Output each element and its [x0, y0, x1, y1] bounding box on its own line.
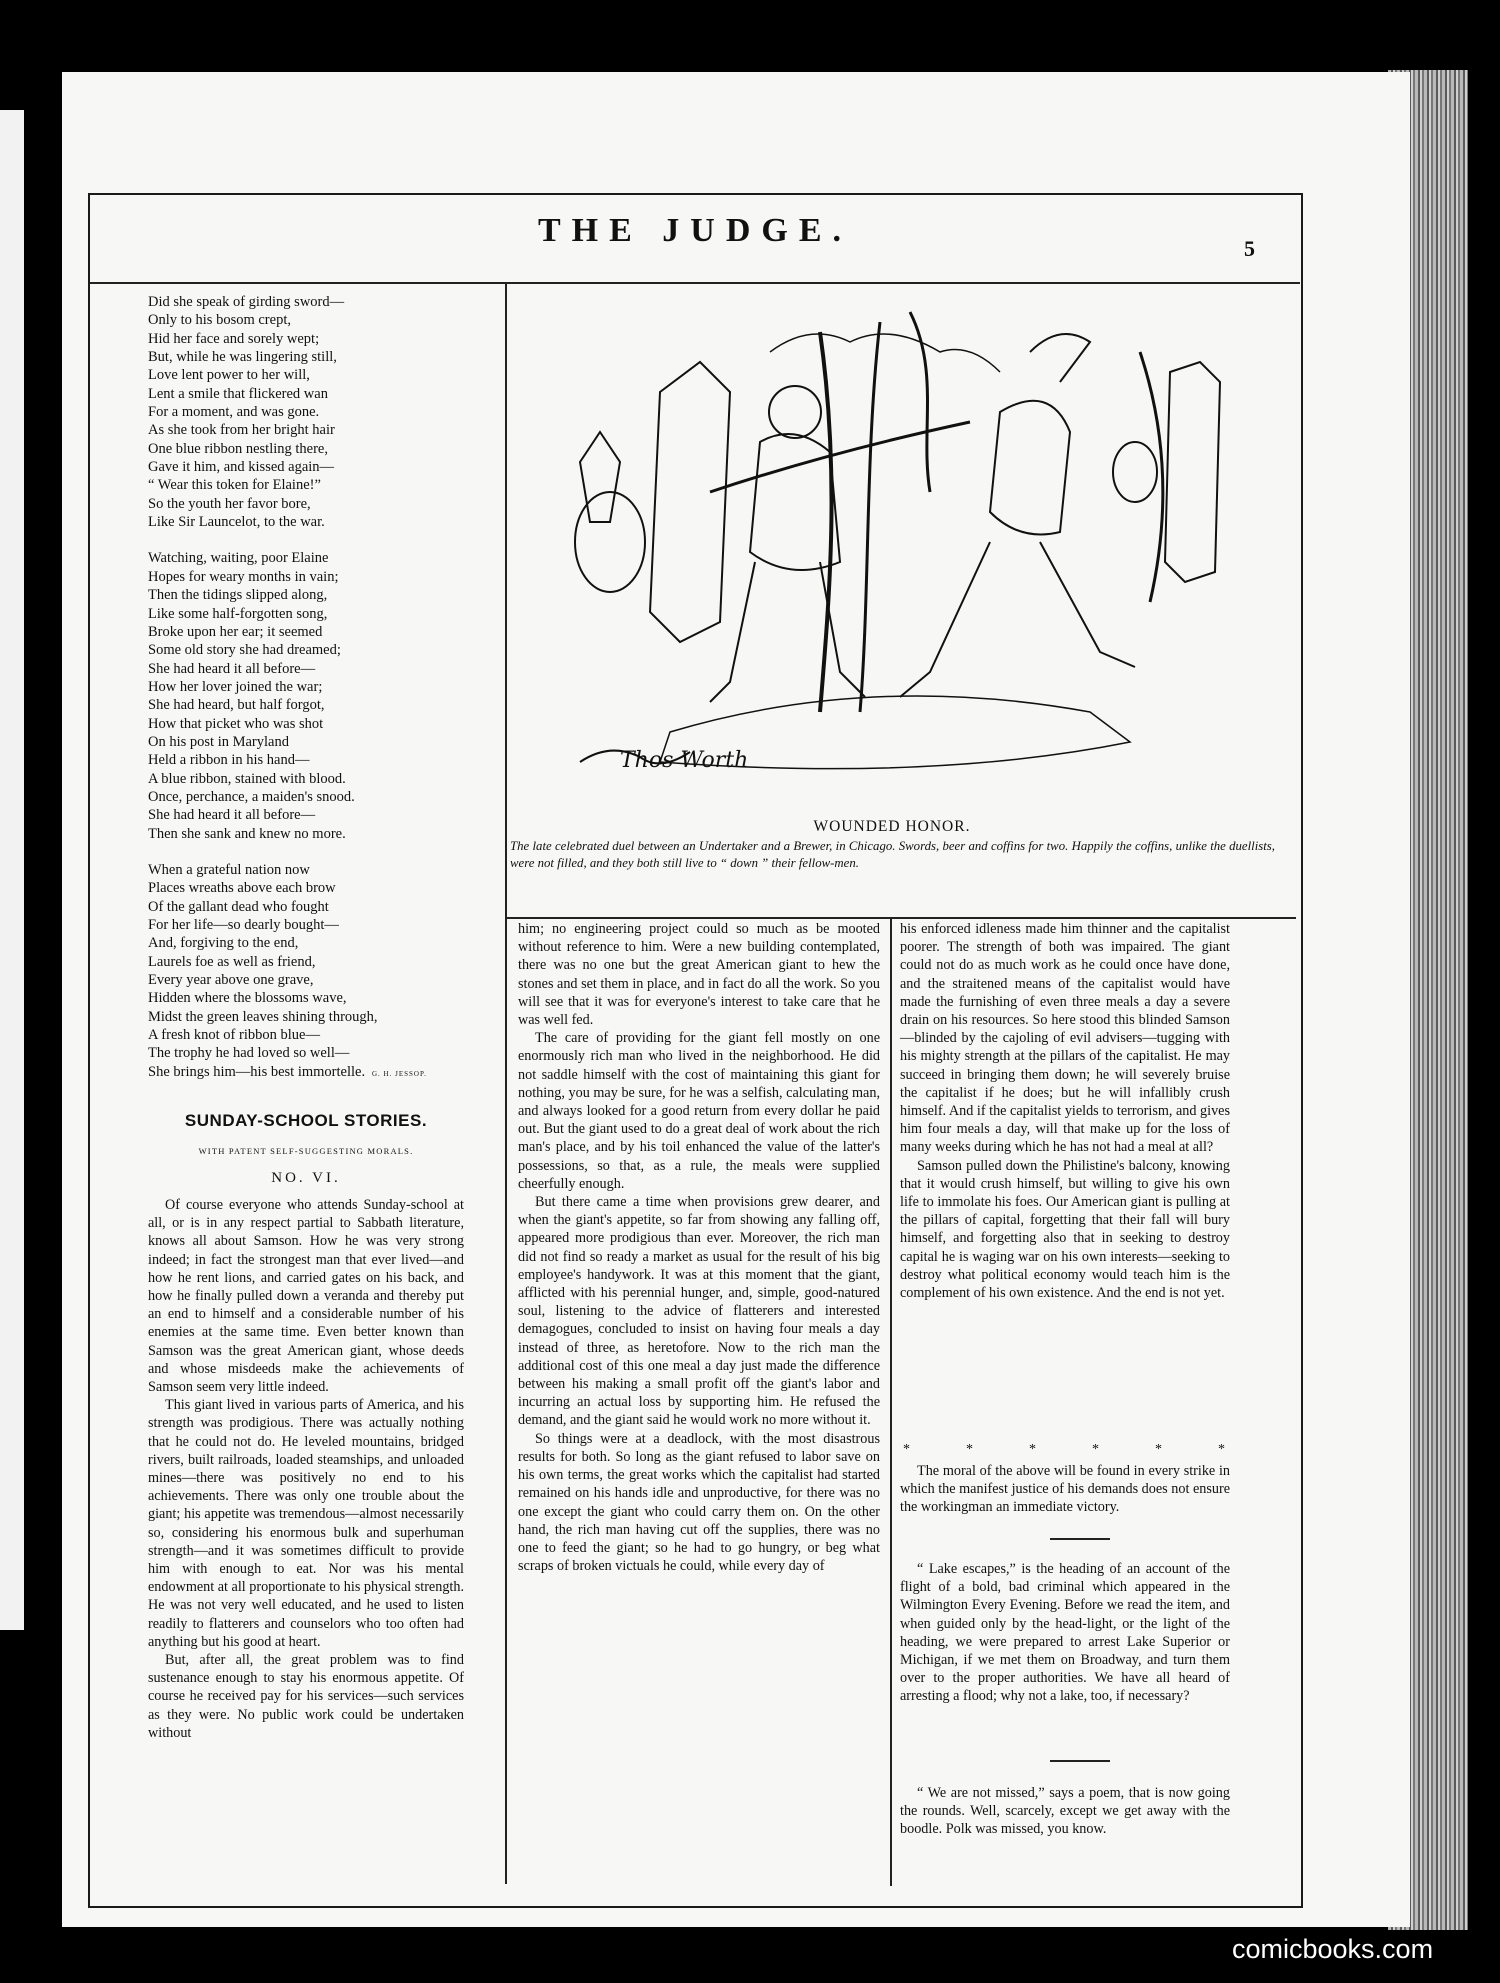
poem-line: Like some half-forgotten song, [148, 605, 328, 622]
masthead-title: THE JUDGE. [537, 212, 853, 249]
poem-line: Then the tidings slipped along, [148, 587, 328, 604]
poem-line: Midst the green leaves shining through, [148, 1008, 378, 1025]
poem-line: On his post in Maryland [148, 733, 289, 750]
poem-stanza-2 [148, 549, 458, 843]
separator-star: * [903, 1442, 910, 1457]
poem [148, 293, 458, 1099]
poem-line: A fresh knot of ribbon blue— [148, 1027, 320, 1044]
poem-line: As she took from her bright hair [148, 422, 335, 439]
poem-line: Of the gallant dead who fought [148, 898, 329, 915]
paragraph: Of course everyone who attends Sunday-school at all, or is in any respect partial to Sabbath literature, knows all about Samson. How he was very strong indeed; in fact the strongest man that ever lived—and how he rent lions, and carried gates on his back, and how he finally pulled down a veranda and thereby put an end to himself and a considerable number of his enemies at the same time. Even better known than Samson was the great American giant, whose deeds and whose misdeeds make the achievements of Samson seem very little indeed. [148, 1197, 464, 1396]
text-column-3 [900, 920, 1230, 1302]
poem-line: How that picket who was shot [148, 715, 324, 732]
separator-star: * [1029, 1442, 1036, 1457]
poem-line: For her life—so dearly bought— [148, 917, 339, 933]
separator-star: * [1155, 1442, 1162, 1457]
poem-line: But, while he was lingering still, [148, 349, 337, 366]
poem-line: One blue ribbon nestling there, [148, 440, 328, 457]
artist-signature: Thos Worth [620, 748, 749, 773]
paragraph: The moral of the above will be found in every strike in which the manifest justice of his demands does not ensure the workingman an immediate victory. [900, 1463, 1230, 1516]
poem-line: Hidden where the blossoms wave, [148, 990, 347, 1007]
poem-line: Gave it him, and kissed again— [148, 459, 335, 476]
poem-line: Hid her face and sorely wept; [148, 330, 320, 347]
paragraph: This giant lived in various parts of America, and his strength was prodigious. There was actually nothing that he could not do. He leveled mountains, bridged rivers, built railroads, loaded steamships, and unloaded mines—there was positively no end to his achievements. There was only one trouble about the giant; his appetite was tremendous—almost necessarily so, considering his enormous bulk and superhuman strength—and it was sometimes difficult to provide him with enough to eat. Nor was his mental endowment at all proportionate to his physical strength. He was not very well educated, and he used to listen readily to flatterers and counselors who too often had anything but his good at heart. [148, 1397, 464, 1650]
poem-line: She had heard, but half forgot, [148, 697, 325, 714]
article-number: NO. VI. [271, 1170, 341, 1186]
paragraph: his enforced idleness made him thinner and the capitalist poorer. The strength of both was impaired. The giant could not do as much work as he could once have done, and the straitened means of the capitalist would have made the furnishing of even three meals a day a severe drain on his resources. So here stood this blinded Samson—blinded by the cajoling of evil advisers—tugging with his mighty strength at the pillars of the capitalist. He may succeed in bringing them down; he will severely bruise the capitalist if he does; but he will infallibly crush himself. And if the capitalist yields to terrorism, and gives him four meals a day, will that make up for the loss of many weeks during which he has not had a meal at all? [900, 921, 1230, 1156]
poem-line: How her lover joined the war; [148, 678, 323, 695]
moral-paragraph [900, 1462, 1230, 1517]
paragraph: “ We are not missed,” says a poem, that is now going the rounds. Well, scarcely, except we get away with the boodle. Polk was missed, you know. [900, 1785, 1230, 1838]
poem-line: For a moment, and was gone. [148, 404, 320, 421]
lake-paragraph [900, 1560, 1230, 1706]
poem-line: The trophy he had loved so well— [148, 1045, 350, 1062]
missed-paragraph [900, 1784, 1230, 1839]
poem-line: When a grateful nation now [148, 861, 310, 878]
paragraph: So things were at a deadlock, with the most disastrous results for both. So long as the giant refused to labor save on his own terms, the great works which the capitalist had started remained on his hands idle and unproductive, for there was no one except the giant who could carry them on. On the other hand, the rich man having cut off the supplies, there was no one to feed the giant; so he had to go hungry, or beg what scraps of broken victuals he could, while every day of [518, 1430, 880, 1575]
poem-line: Like Sir Launcelot, to the war. [148, 514, 325, 531]
poem-line: Love lent power to her will, [148, 367, 310, 384]
poem-line: Held a ribbon in his hand— [148, 752, 310, 769]
illustration-caption: The late celebrated duel between an Undertaker and a Brewer, in Chicago. Swords, beer and coffins for two. Happily the coffins, unlike the duellists, were not filled, and they both still live to “ down ” their fellow-men. [510, 839, 1275, 870]
poem-line: Every year above one grave, [148, 972, 314, 989]
poem-line: Once, perchance, a maiden's snood. [148, 788, 355, 805]
poem-line: So the youth her favor bore, [148, 495, 311, 512]
poem-line: And, forgiving to the end, [148, 935, 299, 952]
separator-star: * [1218, 1442, 1225, 1457]
watermark: comicbooks.com [1232, 1934, 1434, 1964]
article-title: SUNDAY-SCHOOL STORIES. [184, 1111, 428, 1130]
poem-line: Places wreaths above each brow [148, 880, 336, 897]
separator-star: * [1092, 1442, 1099, 1457]
poem-attribution: G. H. JESSOP. [372, 1070, 427, 1078]
poem-line: She brings him—his best immortelle. [148, 1063, 366, 1080]
short-rule [1050, 1760, 1110, 1762]
poem-stanza-3 [148, 861, 458, 1081]
poem-stanza-1 [148, 293, 458, 531]
illustration-caption-title: WOUNDED HONOR. [813, 818, 971, 835]
poem-line: Laurels foe as well as friend, [148, 953, 316, 970]
poem-line: Broke upon her ear; it seemed [148, 623, 323, 640]
paragraph: him; no engineering project could so much as be mooted without reference to him. Were a new building contemplated, there was no one but the great American giant to hew the stones and set them in place, and in fact do all the work. So you will see that it was for everyone's interest to take care that he was well fed. [518, 921, 880, 1029]
poem-line: Did she speak of girding sword— [148, 294, 345, 310]
short-rule [1050, 1538, 1110, 1540]
adjacent-page-edge [0, 110, 24, 1630]
paragraph: Samson pulled down the Philistine's balcony, knowing that it would crush himself, but willing to give his own life to immolate his foes. Our American giant is pulling at the pillars of capital, forgetting that their fall will bury himself, and forgetting also that in seeking to destroy capital he is waging war on his own interests—seeking to destroy what political economy would teach him is the complement of his own existence. And the end is not yet. [900, 1157, 1230, 1302]
poem-line: A blue ribbon, stained with blood. [148, 770, 346, 787]
caption-rule [506, 917, 1296, 919]
poem-line: Hopes for weary months in vain; [148, 568, 339, 585]
poem-line: Then she sank and knew no more. [148, 825, 346, 842]
paragraph: “ Lake escapes,” is the heading of an account of the flight of a bold, bad criminal which appeared in the Wilmington Every Evening. Before we read the item, and when guided only by the head-light, or the light of the heading, we were prepared to arrest Lake Superior or Michigan, if we met them on Broadway, and turn them over to the proper authorities. We have all heard of arresting a flood; why not a lake, too, if necessary? [900, 1561, 1230, 1705]
separator-star: * [966, 1442, 973, 1457]
poem-line: She had heard it all before— [148, 660, 316, 677]
wounded-honor-illustration [520, 292, 1266, 808]
paragraph: But, after all, the great problem was to find sustenance enough to stay his enormous appetite. Of course he received pay for his services—such services as they were. No public work could be undertaken without [148, 1652, 464, 1741]
text-column-1 [148, 1196, 464, 1742]
paragraph: The care of providing for the giant fell mostly on one enormously rich man who lived in the neighborhood. He did not saddle himself with the cost of maintaining this giant for nothing, you may be sure, for he was a selfish, calculating man, and always looked for a good return from every dollar he paid out. But the giant used to do a great deal of work about the rich man's place, and by his toil enhanced the value of the latter's possessions, so that, as a rule, the meals were supplied cheerfully enough. [518, 1030, 880, 1192]
section-separator-stars [903, 1442, 1225, 1458]
masthead-rule [90, 282, 1300, 284]
page-number: 5 [1244, 236, 1255, 261]
column-divider-right [890, 918, 892, 1886]
paragraph: But there came a time when provisions grew dearer, and when the giant's appetite, so far from showing any falling off, appeared more prodigious than ever. Moreover, the rich man did not find so ready a market as usual for the result of his big employee's handywork. It was at this moment that the giant, afflicted with his perennial hunger, and, simple, good-natured soul, listening to the advice of flatterers and interested demagogues, concluded to insist on having four meals a day instead of three, as heretofore. Now to the rich man the additional cost of this one meal a day just made the difference between his making a small profit off the giant's labor and incurring an actual loss by supporting him. He refused the demand, and the giant said he would work no more without it. [518, 1194, 880, 1429]
poem-line: Watching, waiting, poor Elaine [148, 550, 329, 567]
poem-line: Only to his bosom crept, [148, 312, 291, 329]
text-column-2 [518, 920, 880, 1575]
poem-line: Some old story she had dreamed; [148, 642, 341, 659]
poem-line: She had heard it all before— [148, 807, 316, 824]
article-subtitle: WITH PATENT SELF-SUGGESTING MORALS. [198, 1146, 414, 1156]
poem-line: Lent a smile that flickered wan [148, 385, 328, 402]
poem-line: “ Wear this token for Elaine!” [148, 477, 321, 494]
column-divider-left [505, 284, 507, 1884]
